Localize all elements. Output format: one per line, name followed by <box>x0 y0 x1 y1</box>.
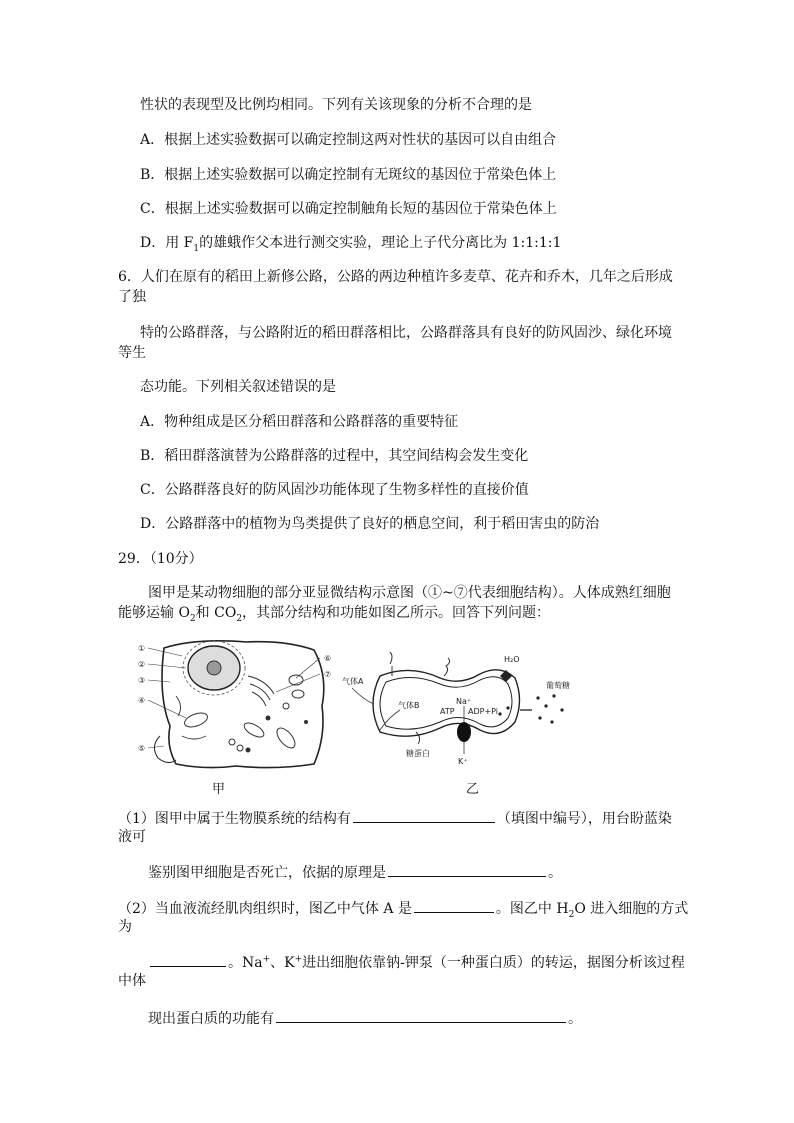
q6-option-a: A．物种组成是区分稻田群落和公路群落的重要特征 <box>140 414 459 430</box>
q6-option-d: D．公路群落中的植物为鸟类提供了良好的栖息空间，利于稻田害虫的防治 <box>140 516 600 532</box>
label-atp: ATP <box>440 707 455 716</box>
label-1: ① <box>138 644 146 653</box>
q29-part1-line1-wrap: 液可 <box>118 829 146 845</box>
q6-option-c: C．公路群落良好的防风固沙功能体现了生物多样性的直接价值 <box>140 482 529 498</box>
q29-part1-line1: （1）图甲中属于生物膜系统的结构有 （填图中编号），用台盼蓝染 <box>118 808 672 828</box>
q29-part2-line3: 现出蛋白质的功能有 。 <box>148 1008 582 1028</box>
label-2: ② <box>138 660 146 669</box>
label-k: K⁺ <box>458 757 468 766</box>
q29-intro-line1: 图甲是某动物细胞的部分亚显微结构示意图（①~⑦代表细胞结构）。人体成熟红细胞 <box>148 585 671 601</box>
label-6: ⑥ <box>324 654 332 663</box>
label-7: ⑦ <box>324 670 332 679</box>
q29-part2-line2-wrap: 中体 <box>118 973 146 989</box>
q29-part2-line1: （2）当血液流经肌肉组织时，图乙中气体 A 是 。图乙中 $H_2O$ 进入细胞的方式 <box>118 898 688 918</box>
answer-blank-5[interactable] <box>276 1008 566 1023</box>
q29-part1-line2: 鉴别图甲细胞是否死亡，依据的原理是 。 <box>148 862 562 882</box>
q5-stem: 性状的表现型及比例均相同。下列有关该现象的分析不合理的是 <box>140 97 532 113</box>
label-na: Na⁺ <box>456 697 472 706</box>
q5-option-a: A．根据上述实验数据可以确定控制这两对性状的基因可以自由组合 <box>140 132 557 148</box>
q5-option-c: C．根据上述实验数据可以确定控制触角长短的基因位于常染色体上 <box>140 201 557 217</box>
figure-jia-caption: 甲 <box>212 782 226 797</box>
answer-blank-3[interactable] <box>414 898 494 913</box>
q29-heading: 29．（10分） <box>118 551 203 567</box>
figure-yi-red-blood-cell <box>340 648 580 768</box>
q29-part2-line2: 。Na+、K+进出细胞依靠钠-钾泵（一种蛋白质）的转运，据图分析该过程 <box>148 952 685 972</box>
label-water: H₂O <box>504 655 520 664</box>
q6-line2-wrap: 等生 <box>118 345 146 361</box>
q6-line2: 特的公路群落，与公路附近的稻田群落相比，公路群落具有良好的防风固沙、绿化环境 <box>140 325 672 341</box>
label-5: ⑤ <box>138 744 146 753</box>
q29-intro-line2: 能够运输 $O_2$和 $CO_2$，其部分结构和功能如图乙所示。回答下列问题： <box>118 605 551 624</box>
q6-option-b: B．稻田群落演替为公路群落的过程中，其空间结构会发生变化 <box>140 448 529 464</box>
q6-line3: 态功能。下列相关叙述错误的是 <box>140 379 336 395</box>
q6-line1: 6．人们在原有的稻田上新修公路，公路的两边种植许多麦草、花卉和乔木，几年之后形成 <box>118 269 673 285</box>
q29-part2-line1-wrap: 为 <box>118 919 132 935</box>
label-3: ③ <box>138 676 146 685</box>
label-adp: ADP+Pi <box>468 707 499 716</box>
q6-line1-wrap: 了独 <box>118 289 146 305</box>
label-gas-a: 气体A <box>342 677 364 686</box>
answer-blank-1[interactable] <box>353 808 495 823</box>
figure-jia-animal-cell <box>136 636 346 776</box>
answer-blank-2[interactable] <box>388 862 546 877</box>
q5-option-b: B．根据上述实验数据可以确定控制有无斑纹的基因位于常染色体上 <box>140 167 557 183</box>
label-gas-b: 气体B <box>398 701 420 710</box>
label-glycoprotein: 糖蛋白 <box>406 749 430 758</box>
label-4: ④ <box>138 696 146 705</box>
figure-yi-caption: 乙 <box>466 782 480 797</box>
q5-option-d: D．用 $F_1$的雄蛾作父本进行测交实验，理论上子代分离比为 1:1:1:1 <box>140 235 562 254</box>
label-glucose: 葡萄糖 <box>546 681 570 690</box>
answer-blank-4[interactable] <box>150 952 226 967</box>
